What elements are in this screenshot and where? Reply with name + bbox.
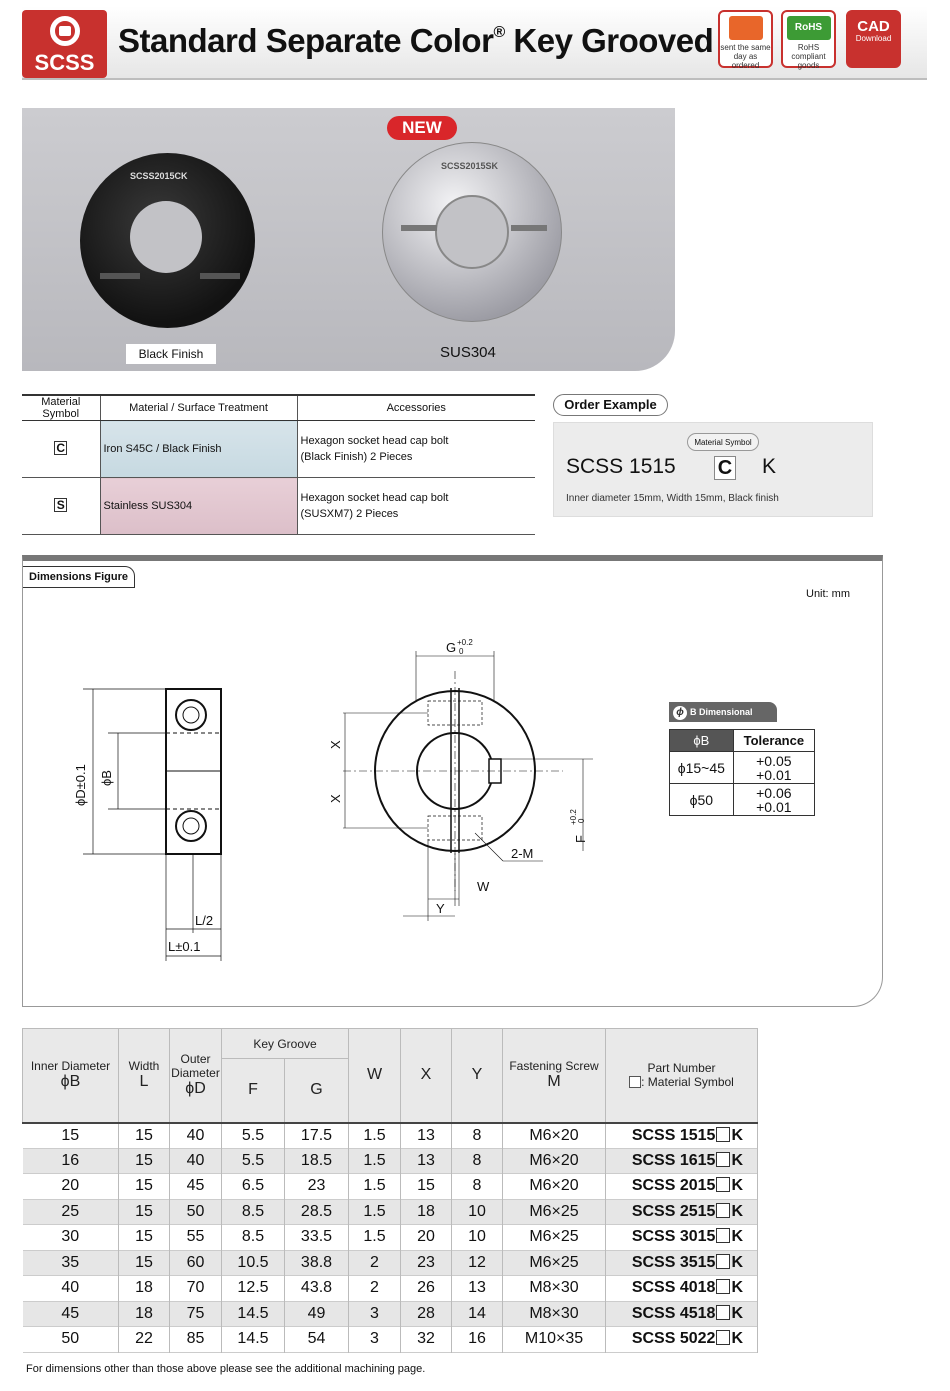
same-day-badge: sent the same day as ordered bbox=[718, 10, 773, 68]
page-title: Standard Separate Color® Key Grooved bbox=[118, 22, 714, 59]
Y-label: Y bbox=[436, 901, 445, 916]
steel-collar-image: SCSS2015SK bbox=[382, 142, 562, 322]
footnote: For dimensions other than those above please see the additional machining page. bbox=[26, 1363, 426, 1375]
screw-label: 2-M bbox=[511, 846, 534, 861]
F-tol-top: +0.2 bbox=[569, 809, 578, 825]
spec-table: Inner Diameter ϕB Width L Outer Diameter ϕD Key Groove W X Y Fastening Screw M Part Number : Material Symbol F G 15 15 40 5.5 17.5 1.5 13 8 M6×20 SCSS 1515 K 16 15 40 5.5 18.5 1.5 13 8 M6×20 SCSS 1615 K 20 15 45 6.5 23 1.5 15 8 M6×20 SCSS 2015 K 25 15 50 8.5 28.5 1.5 18 10 M6×25 SCSS 2515 K 30 15 55 8.5 33.5 1.5 20 10 M6×25 SCSS 3015 K 35 15 60 10.5 38.8 2 23 12 M6×25 SCSS 3515 K 40 18 70 12.5 43.8 2 26 13 M8×30 SCSS 4018 K 45 18 75 14.5 49 3 28 14 M8×30 SCSS 4518 K 50 22 85 14.5 54 3 32 16 M10×35 SCSS 5022 K bbox=[22, 1028, 758, 1353]
phiB-label: ϕB bbox=[99, 770, 114, 786]
black-finish-label: Black Finish bbox=[126, 344, 216, 364]
F-tol-bot: 0 bbox=[577, 818, 586, 823]
black-collar-image: SCSS2015CK bbox=[80, 153, 255, 328]
collar-logo-icon bbox=[50, 16, 80, 46]
unit-label: Unit: mm bbox=[806, 588, 850, 600]
cad-download-button[interactable]: CAD Download bbox=[846, 10, 901, 68]
order-example-label: Order Example bbox=[553, 394, 668, 416]
table-row: 40 18 70 12.5 43.8 2 26 13 M8×30 SCSS 4018 K bbox=[23, 1276, 758, 1302]
order-suffix: K bbox=[762, 455, 777, 478]
table-row: 16 15 40 5.5 18.5 1.5 13 8 M6×20 SCSS 1615 K bbox=[23, 1148, 758, 1174]
logo-text: SCSS bbox=[34, 50, 95, 75]
L-label: L±0.1 bbox=[168, 939, 201, 954]
tolerance-table: ϕB Tolerance ϕ15~45 +0.05 +0.01 ϕ50 +0.06 +0.01 bbox=[669, 729, 815, 816]
half-L-label: L/2 bbox=[195, 913, 214, 928]
table-row: ϕ15~45 +0.05 +0.01 bbox=[670, 752, 815, 784]
truck-icon bbox=[729, 16, 763, 40]
product-photo bbox=[22, 108, 675, 371]
table-row: 30 15 55 8.5 33.5 1.5 20 10 M6×25 SCSS 3015 K bbox=[23, 1225, 758, 1251]
table-row: ϕ50 +0.06 +0.01 bbox=[670, 784, 815, 816]
sus304-label: SUS304 bbox=[440, 344, 496, 361]
X-lower-label: X bbox=[328, 794, 343, 803]
table-row: 15 15 40 5.5 17.5 1.5 13 8 M6×20 SCSS 1515 K bbox=[23, 1123, 758, 1149]
table-row: S Stainless SUS304 Hexagon socket head cap bolt (SUSXM7) 2 Pieces bbox=[22, 478, 535, 535]
table-row: 45 18 75 14.5 49 3 28 14 M8×30 SCSS 4518 K bbox=[23, 1301, 758, 1327]
material-table: Material Symbol Material / Surface Treatment Accessories C Iron S45C / Black Finish Hexagon socket head cap bolt (Black Finish) 2 Pieces S Stainless SUS304 Hexagon socket head cap bolt (SUSXM7) 2 Pieces bbox=[22, 394, 535, 535]
table-row: 35 15 60 10.5 38.8 2 23 12 M6×25 SCSS 3515 K bbox=[23, 1250, 758, 1276]
cad-icon: CAD bbox=[857, 18, 890, 35]
rohs-leaf-icon: RoHS bbox=[787, 16, 831, 40]
dimensions-tab: Dimensions Figure bbox=[23, 566, 135, 588]
G-tol-bot: 0 bbox=[459, 647, 464, 656]
phiD-label: ϕD±0.1 bbox=[73, 764, 88, 806]
order-code: SCSS 1515 bbox=[566, 455, 676, 478]
table-row: 25 15 50 8.5 28.5 1.5 18 10 M6×25 SCSS 2515 K bbox=[23, 1199, 758, 1225]
W-label: W bbox=[477, 879, 490, 894]
X-upper-label: X bbox=[328, 740, 343, 749]
table-row: 20 15 45 6.5 23 1.5 15 8 M6×20 SCSS 2015 K bbox=[23, 1174, 758, 1200]
table-row: 50 22 85 14.5 54 3 32 16 M10×35 SCSS 5022 K bbox=[23, 1327, 758, 1353]
order-example-box bbox=[553, 422, 873, 517]
F-label: F bbox=[573, 835, 588, 843]
scss-logo bbox=[22, 10, 107, 78]
table-row: C Iron S45C / Black Finish Hexagon socket head cap bolt (Black Finish) 2 Pieces bbox=[22, 421, 535, 478]
page-header bbox=[22, 6, 927, 80]
rohs-badge: RoHS RoHS compliant goods bbox=[781, 10, 836, 68]
G-tol-top: +0.2 bbox=[457, 638, 473, 647]
dimensions-figure bbox=[22, 555, 883, 1007]
material-symbol-pill: Material Symbol bbox=[687, 433, 759, 451]
new-badge: NEW bbox=[387, 116, 457, 140]
phi-icon: ϕ bbox=[673, 706, 687, 720]
order-symbol: C bbox=[714, 456, 736, 480]
order-note: Inner diameter 15mm, Width 15mm, Black finish bbox=[566, 493, 779, 504]
G-label: G bbox=[446, 640, 457, 655]
tolerance-title: ϕ B Dimensional bbox=[669, 702, 777, 722]
